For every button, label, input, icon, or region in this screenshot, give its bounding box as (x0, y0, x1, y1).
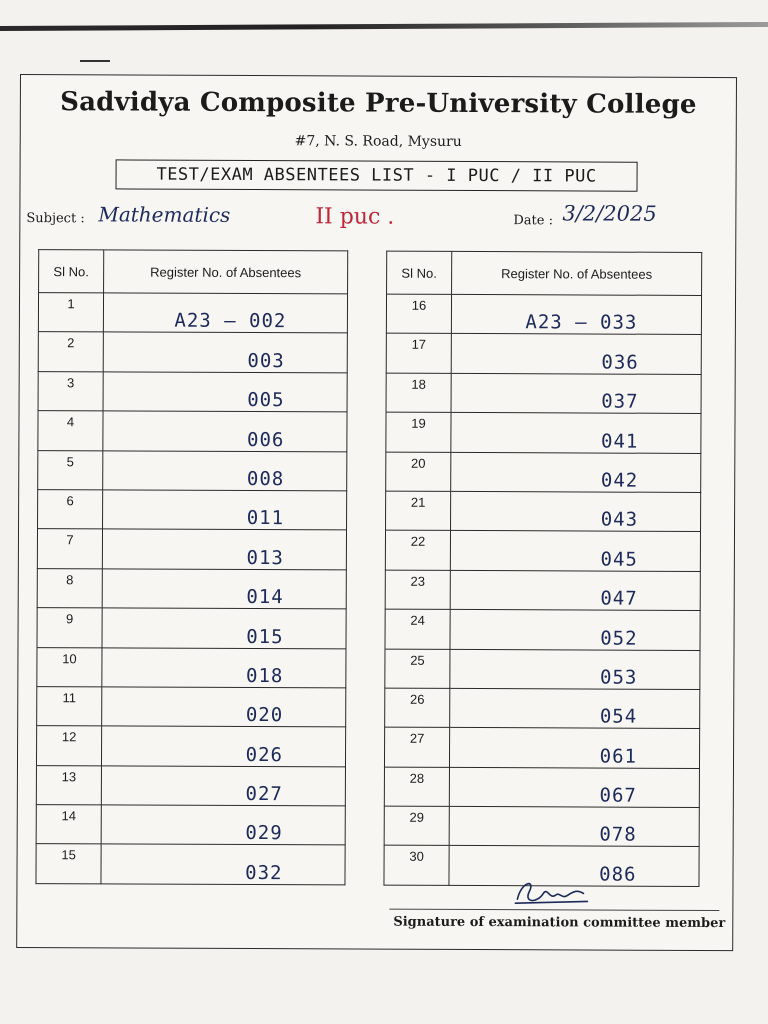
table-row (385, 530, 700, 571)
table-row (38, 411, 347, 452)
register-no-cell: A23 — 002 (103, 293, 347, 333)
sl-no-cell: 19 (386, 412, 451, 452)
register-no-cell: 027 (101, 766, 345, 806)
sl-no-cell: 26 (385, 688, 450, 728)
table-row (386, 491, 701, 532)
sl-no-cell: 8 (37, 568, 102, 608)
sl-no-cell: 24 (385, 609, 450, 649)
sl-no-cell: 9 (37, 608, 102, 648)
table-row (38, 450, 347, 491)
register-no-cell: 078 (449, 806, 699, 846)
table-header-row (387, 251, 702, 295)
register-no-cell: 045 (450, 531, 700, 571)
table-row (384, 727, 699, 768)
sl-no-cell: 20 (386, 452, 451, 492)
sl-no-cell: 13 (36, 765, 101, 805)
register-no-cell: 018 (102, 647, 346, 687)
table-row (36, 765, 345, 806)
sl-no-cell: 14 (36, 805, 101, 845)
sl-no-cell: 30 (384, 846, 449, 886)
signature-line (389, 909, 719, 911)
register-no-cell: 026 (101, 726, 345, 766)
register-no-cell: 005 (103, 372, 347, 412)
sl-no-cell: 21 (386, 491, 451, 531)
register-no-cell: 036 (451, 334, 701, 374)
sl-no-cell: 2 (38, 332, 103, 372)
table-row (36, 805, 345, 846)
register-no-cell: 006 (103, 411, 347, 451)
table-row (386, 373, 701, 414)
college-address: #7, N. S. Road, Mysuru (294, 133, 462, 150)
signature-scribble-icon (507, 873, 597, 909)
sl-no-cell: 18 (386, 373, 451, 413)
table-row (386, 412, 701, 453)
register-no-cell: 032 (101, 844, 345, 884)
register-no-cell: 011 (103, 490, 347, 530)
right-table-body (384, 294, 702, 886)
table-row (38, 293, 347, 334)
sl-no-cell: 4 (38, 411, 103, 451)
table-header-row (39, 250, 348, 294)
page-top-edge (0, 22, 768, 31)
table-row (37, 568, 346, 609)
table-row (37, 608, 346, 649)
register-no-cell: 086 (449, 846, 699, 886)
table-row (38, 371, 347, 412)
register-no-cell: 047 (450, 570, 700, 610)
sl-no-cell: 15 (36, 844, 101, 884)
college-name: Sadvidya Composite Pre-University College (60, 87, 697, 120)
absentees-table-left (35, 249, 348, 885)
table-row (38, 490, 347, 531)
table-row (37, 647, 346, 688)
table-row (37, 686, 346, 727)
table-row (36, 844, 345, 885)
sl-no-cell: 29 (384, 806, 449, 846)
register-no-header: Register No. of Absentees (452, 251, 702, 295)
table-row (384, 806, 699, 847)
table-row (386, 294, 701, 335)
sl-no-cell: 22 (385, 530, 450, 570)
register-no-cell: 008 (103, 450, 347, 490)
sl-no-header: Sl No. (39, 250, 104, 293)
register-no-cell: 043 (451, 491, 701, 531)
table-row (386, 452, 701, 493)
register-no-cell: 041 (451, 413, 701, 453)
table-row (385, 649, 700, 690)
sl-no-cell: 10 (37, 647, 102, 687)
register-no-cell: 053 (450, 649, 700, 689)
signature-label: Signature of examination committee member (393, 914, 726, 932)
register-no-cell: 052 (450, 610, 700, 650)
register-no-cell: A23 — 033 (451, 294, 701, 334)
register-no-header: Register No. of Absentees (104, 250, 348, 294)
date-label: Date : (513, 213, 554, 229)
register-no-cell: 037 (451, 373, 701, 413)
subject-label: Subject : (26, 211, 85, 227)
sl-no-cell: 3 (38, 371, 103, 411)
subject-value: Mathematics (98, 202, 231, 227)
sl-no-cell: 27 (384, 727, 449, 767)
table-row (37, 529, 346, 570)
sl-no-cell: 7 (37, 529, 102, 569)
register-no-cell: 014 (102, 569, 346, 609)
sl-no-cell: 6 (38, 490, 103, 530)
absentees-form (16, 74, 737, 951)
table-row (386, 333, 701, 374)
sl-no-header: Sl No. (387, 251, 452, 294)
sl-no-cell: 28 (384, 767, 449, 807)
sl-no-cell: 11 (37, 686, 102, 726)
left-table-body (36, 293, 348, 885)
register-no-cell: 029 (101, 805, 345, 845)
table-row (384, 767, 699, 808)
table-row (38, 332, 347, 373)
sl-no-cell: 16 (386, 294, 451, 334)
sl-no-cell: 25 (385, 649, 450, 689)
form-title: TEST/EXAM ABSENTEES LIST - I PUC / II PUC (115, 159, 637, 191)
table-row (36, 726, 345, 767)
register-no-cell: 054 (450, 688, 700, 728)
register-no-cell: 013 (102, 529, 346, 569)
margin-mark (80, 60, 110, 62)
table-row (385, 570, 700, 611)
absentees-table-right (383, 251, 702, 887)
sl-no-cell: 5 (38, 450, 103, 490)
register-no-cell: 020 (102, 687, 346, 727)
sl-no-cell: 17 (386, 333, 451, 373)
sl-no-cell: 12 (36, 726, 101, 766)
sl-no-cell: 1 (38, 293, 103, 333)
register-no-cell: 061 (449, 728, 699, 768)
sl-no-cell: 23 (385, 570, 450, 610)
table-row (385, 688, 700, 729)
class-note: II puc . (315, 204, 395, 230)
register-no-cell: 003 (103, 332, 347, 372)
register-no-cell: 042 (451, 452, 701, 492)
register-no-cell: 067 (449, 767, 699, 807)
register-no-cell: 015 (102, 608, 346, 648)
table-row (385, 609, 700, 650)
date-value: 3/2/2025 (562, 201, 657, 226)
